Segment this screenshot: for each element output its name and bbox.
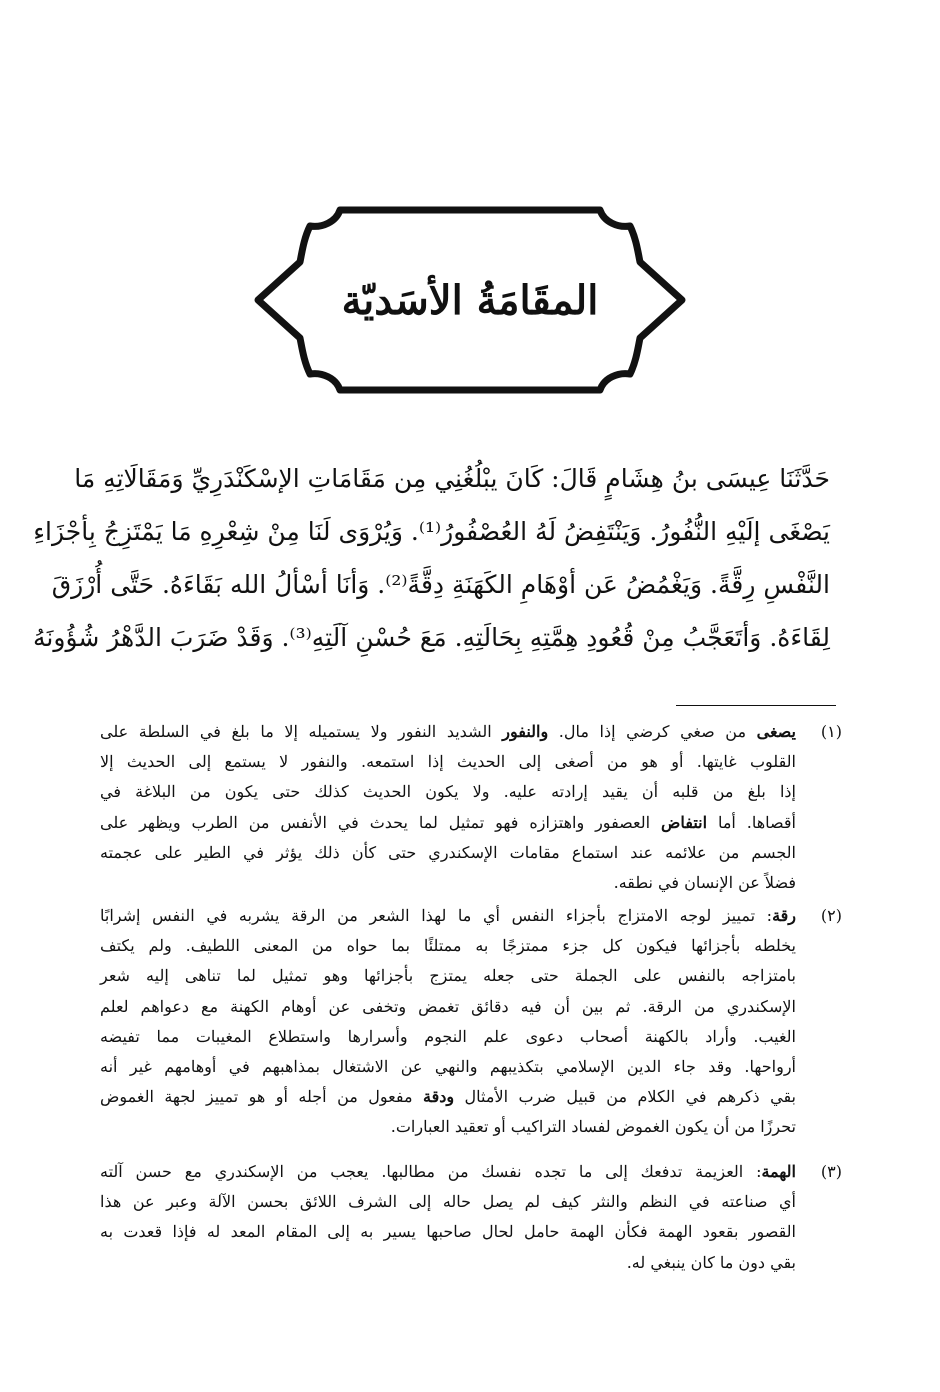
footnote-keyword: رقة: [772, 906, 797, 925]
footnote-line: أي صناعته في النظم والنثر كيف لم يصل حاله إلى الشرف اللائق بحسن الآلة وعبر عن هذا: [100, 1192, 796, 1212]
footnote-keyword: والنفور: [502, 722, 549, 741]
footnote-line: [100, 1157, 796, 1187]
footnote-text: : العزيمة تدفعك إلى ما تجده نفسك من مطالبها. يعجب من الإسكندري مع حسن آلته: [100, 1162, 762, 1181]
footnote-line: تحرزًا من أن يكون الغموض لفساد التراكيب أو تعقيد العبارات.: [390, 1117, 796, 1137]
footnote-divider: [676, 705, 836, 706]
footnote-3: [100, 1157, 842, 1278]
main-text-block: [33, 452, 830, 664]
footnote-line: [100, 1082, 796, 1112]
footnote-text: أقصاها. أما: [707, 812, 796, 832]
footnote-number: (٢): [820, 906, 842, 925]
footnote-keyword: ودقة: [423, 1087, 455, 1107]
footnote-text: : تمييز لوجه الامتزاج بأجزاء النفس أي ما لهذا الشعر من الرقة يشربه في النفس إشرابًا: [100, 906, 773, 925]
footnote-text: مفعول من أجله أو هو تمييز لجهة الغموض: [100, 1087, 424, 1107]
footnote-2: [100, 901, 842, 1143]
footnote-number: (١): [820, 722, 842, 741]
main-text-line: النَّفْسِ رِقَّةً. وَيَغْمُضُ عَن أوْهَامِ الكَهَنَةِ دِقَّةً⁽²⁾. وَأنَا أسْألُ الله بَقَاءَهُ. حَتَّى أُرْزَقَ: [51, 570, 830, 599]
footnote-line: [100, 808, 796, 838]
footnote-line: [100, 901, 796, 931]
footnote-line: إذا بلغ من قلبه أن يقيد إرادته عليه. ولا يكون الحديث كذلك حتى يكون من البلاغة في: [100, 782, 796, 802]
footnote-line: يخلطه بأجزائها فيكون كل جزء ممتزجًا به ممتلئًا بما حواه من المعنى اللطيف. ولم يكتف: [100, 936, 796, 956]
footnote-line: أرواحها. وقد جاء الدين الإسلامي بتكذيبهم والنهي عن الاشتغال بمذاهبهم في أوهامهم غير أنه: [100, 1056, 796, 1076]
footnote-number: (٣): [820, 1162, 842, 1181]
footnote-line: القلوب غايتها. أو هو من أصغى إلى الحديث إذا استمعه. والنفور لا يستمع إلى الحديث إلا: [100, 752, 796, 772]
footnote-keyword: انتفاض: [661, 812, 708, 832]
footnote-line: القصور بقعود الهمة فكأن الهمة حامل لحال صاحبها يسير به إلى المقام المعد له فإذا قعدت به: [100, 1222, 796, 1242]
footnote-keyword: الهمة: [761, 1162, 796, 1181]
page-title: المقَامَةُ الأسَديّة: [341, 276, 599, 324]
footnote-text: الشديد النفور ولا يستميله إلا ما بلغ في السلطة على: [100, 722, 503, 741]
footnote-line: الإسكندري من الرقة. ثم بين أن فيه دقائق تغمض وتخفى عن أوهام الكهنة مع دعواهم لعلم: [100, 996, 796, 1016]
footnote-keyword: يصغى: [756, 722, 796, 741]
main-text-line: لِقَاءَهُ. وَأتَعَجَّبُ مِنْ قُعُودِ هِمَّتِهِ بِحَالَتِهِ. مَعَ حُسْنِ آلَتِهِ⁽³⁾. وَقَدْ ضَرَبَ الدَّهْرُ شُؤُونَهُ: [33, 623, 830, 652]
footnote-line: بقي دون ما كان ينبغي له.: [626, 1252, 796, 1272]
main-text-line: حَدَّثَنَا عِيسَى بنُ هِشَامٍ قَالَ: كَانَ يبْلُغُنِي مِن مَقَامَاتِ الإسْكَنْدَرِيِّ وَمَقَالَاتِهِ مَا: [74, 464, 830, 493]
footnote-line: الجسم من علائمه عند استماع مقامات الإسكندري حتى كأن ذلك يؤثر في الطير على عجمته: [100, 842, 796, 862]
footnote-line: بامتزاجه بالنفس على الجملة حتى جعله يمتزج بأجزائها وهو تمثيل لما تناهى إليه شعر: [100, 966, 796, 986]
footnote-text: العصفور واهتزازه فهو تمثيل لما يحدث في الأنفس من الطرب ويظهر على: [100, 812, 661, 832]
footnote-1: [100, 717, 842, 898]
main-text-line: يَصْغَى إلَيْهِ النُّفُورُ. وَيَنْتَفِضُ لَهُ العُصْفُورُ⁽¹⁾. وَيُرْوَى لَنَا مِنْ شِعْرِهِ مَا يَمْتَزِجُ بِأجْزَاءِ: [33, 517, 830, 546]
footnote-text: بقي ذكرهم في الكلام من قبيل ضرب الأمثال: [454, 1087, 796, 1107]
footnote-line: [100, 717, 796, 747]
footnote-text: من صغي كرضي إذا مال.: [548, 722, 757, 741]
footnote-line: الغيب. وأراد بالكهنة أصحاب دعوى علم النجوم وأسرارها واستطلاع المغيبات مما تفيضه: [100, 1026, 797, 1046]
footnote-line: فضلاً عن الإنسان في نطقه.: [613, 872, 796, 892]
